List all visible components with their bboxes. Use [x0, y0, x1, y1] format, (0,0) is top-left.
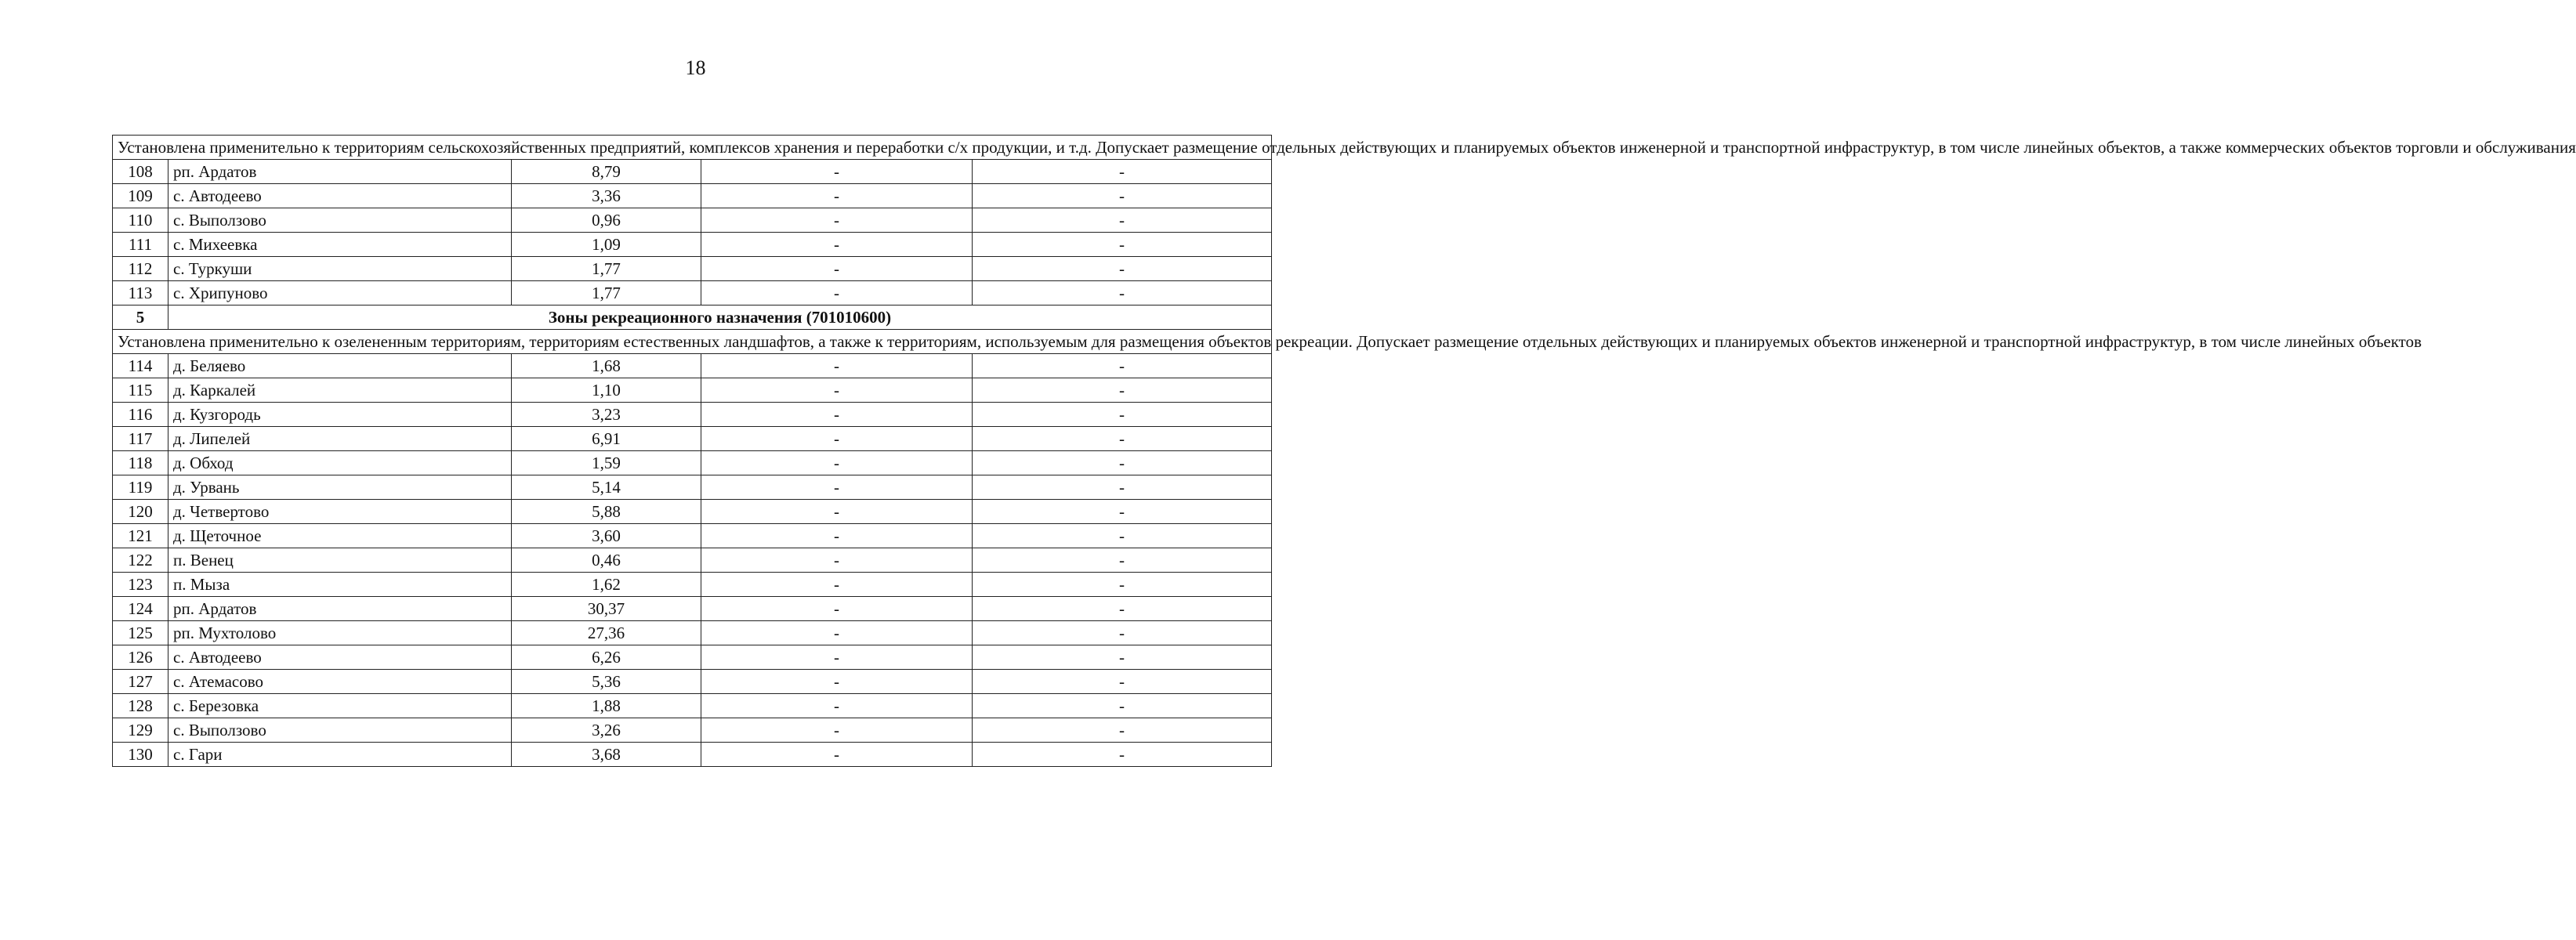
area-value: 1,77 [512, 257, 701, 281]
description-row [113, 136, 1272, 160]
column-4-value: - [701, 160, 973, 184]
row-number: 123 [113, 573, 168, 597]
row-number: 125 [113, 621, 168, 645]
row-number: 110 [113, 208, 168, 233]
column-4-value: - [701, 403, 973, 427]
table-row [113, 597, 1272, 621]
area-value: 6,26 [512, 645, 701, 670]
column-4-value: - [701, 621, 973, 645]
column-5-value: - [973, 743, 1272, 767]
column-5-value: - [973, 475, 1272, 500]
column-5-value: - [973, 597, 1272, 621]
area-value: 1,68 [512, 354, 701, 378]
settlement-name: д. Щеточное [168, 524, 512, 548]
column-4-value: - [701, 233, 973, 257]
area-value: 1,62 [512, 573, 701, 597]
table-row [113, 281, 1272, 306]
column-5-value: - [973, 548, 1272, 573]
settlement-name: с. Гари [168, 743, 512, 767]
row-number: 122 [113, 548, 168, 573]
column-4-value: - [701, 281, 973, 306]
area-value: 0,46 [512, 548, 701, 573]
settlement-name: с. Михеевка [168, 233, 512, 257]
column-4-value: - [701, 597, 973, 621]
table-row [113, 354, 1272, 378]
settlement-name: д. Беляево [168, 354, 512, 378]
column-4-value: - [701, 645, 973, 670]
table-row [113, 427, 1272, 451]
column-4-value: - [701, 743, 973, 767]
area-value: 8,79 [512, 160, 701, 184]
column-4-value: - [701, 548, 973, 573]
table-row [113, 378, 1272, 403]
settlement-name: п. Венец [168, 548, 512, 573]
column-4-value: - [701, 184, 973, 208]
column-5-value: - [973, 451, 1272, 475]
table-row [113, 233, 1272, 257]
table-row [113, 500, 1272, 524]
area-value: 0,96 [512, 208, 701, 233]
table-row [113, 548, 1272, 573]
column-5-value: - [973, 621, 1272, 645]
row-number: 114 [113, 354, 168, 378]
settlement-name: с. Выползово [168, 718, 512, 743]
area-value: 3,23 [512, 403, 701, 427]
row-number: 124 [113, 597, 168, 621]
row-number: 126 [113, 645, 168, 670]
column-4-value: - [701, 354, 973, 378]
row-number: 129 [113, 718, 168, 743]
column-5-value: - [973, 670, 1272, 694]
column-5-value: - [973, 208, 1272, 233]
table-row [113, 475, 1272, 500]
table-row [113, 573, 1272, 597]
area-value: 1,77 [512, 281, 701, 306]
column-4-value: - [701, 378, 973, 403]
column-5-value: - [973, 573, 1272, 597]
area-value: 6,91 [512, 427, 701, 451]
settlement-name: рп. Мухтолово [168, 621, 512, 645]
description-row [113, 330, 1272, 354]
table-row [113, 694, 1272, 718]
column-4-value: - [701, 718, 973, 743]
column-5-value: - [973, 184, 1272, 208]
column-4-value: - [701, 427, 973, 451]
settlement-name: с. Туркуши [168, 257, 512, 281]
column-5-value: - [973, 160, 1272, 184]
zone-description: Установлена применительно к территориям сельскохозяйственных предприятий, комплексов хранения и переработки с/х продукции, и т.д. Допускает размещение отдельных действующих и планируемых объектов инженерной и транспортной инфраструктур, в том числе линейных объектов, а также коммерческих объектов торговли и обслуживания [113, 136, 1272, 160]
row-number: 116 [113, 403, 168, 427]
table-row [113, 743, 1272, 767]
row-number: 115 [113, 378, 168, 403]
settlement-name: рп. Ардатов [168, 597, 512, 621]
settlement-name: с. Хрипуново [168, 281, 512, 306]
table-row [113, 257, 1272, 281]
row-number: 108 [113, 160, 168, 184]
column-4-value: - [701, 257, 973, 281]
table-row [113, 670, 1272, 694]
area-value: 27,36 [512, 621, 701, 645]
row-number: 120 [113, 500, 168, 524]
settlement-name: д. Липелей [168, 427, 512, 451]
settlement-name: с. Березовка [168, 694, 512, 718]
section-number: 5 [113, 306, 168, 330]
column-4-value: - [701, 694, 973, 718]
table-row [113, 718, 1272, 743]
area-value: 5,88 [512, 500, 701, 524]
area-value: 1,88 [512, 694, 701, 718]
table-row [113, 621, 1272, 645]
table-body [113, 136, 2576, 767]
area-value: 1,09 [512, 233, 701, 257]
column-5-value: - [973, 500, 1272, 524]
page-number: 18 [685, 56, 706, 79]
column-5-value: - [973, 378, 1272, 403]
settlement-name: д. Кузгородь [168, 403, 512, 427]
settlement-name: д. Каркалей [168, 378, 512, 403]
column-5-value: - [973, 645, 1272, 670]
column-5-value: - [973, 718, 1272, 743]
area-value: 3,60 [512, 524, 701, 548]
table-row [113, 524, 1272, 548]
settlement-name: д. Обход [168, 451, 512, 475]
column-5-value: - [973, 427, 1272, 451]
column-4-value: - [701, 573, 973, 597]
settlement-name: п. Мыза [168, 573, 512, 597]
column-5-value: - [973, 403, 1272, 427]
column-5-value: - [973, 694, 1272, 718]
table-row [113, 208, 1272, 233]
row-number: 128 [113, 694, 168, 718]
area-value: 3,36 [512, 184, 701, 208]
column-4-value: - [701, 500, 973, 524]
row-number: 109 [113, 184, 168, 208]
area-value: 3,26 [512, 718, 701, 743]
area-value: 5,36 [512, 670, 701, 694]
settlement-name: с. Выползово [168, 208, 512, 233]
column-5-value: - [973, 233, 1272, 257]
table-row [113, 645, 1272, 670]
settlement-name: д. Четвертово [168, 500, 512, 524]
row-number: 118 [113, 451, 168, 475]
row-number: 113 [113, 281, 168, 306]
area-value: 30,37 [512, 597, 701, 621]
section-header-row [113, 306, 1272, 330]
column-5-value: - [973, 281, 1272, 306]
column-4-value: - [701, 475, 973, 500]
table-row [113, 184, 1272, 208]
row-number: 117 [113, 427, 168, 451]
column-4-value: - [701, 208, 973, 233]
settlement-name: с. Автодеево [168, 645, 512, 670]
area-value: 5,14 [512, 475, 701, 500]
settlement-name: с. Автодеево [168, 184, 512, 208]
row-number: 112 [113, 257, 168, 281]
column-4-value: - [701, 524, 973, 548]
row-number: 119 [113, 475, 168, 500]
settlement-name: рп. Ардатов [168, 160, 512, 184]
table-row [113, 160, 1272, 184]
settlement-name: д. Урвань [168, 475, 512, 500]
column-5-value: - [973, 354, 1272, 378]
section-title: Зоны рекреационного назначения (701010600) [168, 306, 1272, 330]
column-5-value: - [973, 257, 1272, 281]
table-row [113, 451, 1272, 475]
column-4-value: - [701, 451, 973, 475]
column-4-value: - [701, 670, 973, 694]
zone-description: Установлена применительно к озелененным территориям, территориям естественных ландшафтов, а также к территориям, используемым для размещения объектов рекреации. Допускает размещение отдельных действующих и планируемых объектов инженерной и транспортной инфраструктур, в том числе линейных объектов [113, 330, 1272, 354]
row-number: 127 [113, 670, 168, 694]
area-value: 1,10 [512, 378, 701, 403]
row-number: 130 [113, 743, 168, 767]
table-row [113, 403, 1272, 427]
row-number: 121 [113, 524, 168, 548]
zones-table [112, 135, 2576, 767]
row-number: 111 [113, 233, 168, 257]
area-value: 1,59 [512, 451, 701, 475]
column-5-value: - [973, 524, 1272, 548]
area-value: 3,68 [512, 743, 701, 767]
settlement-name: с. Атемасово [168, 670, 512, 694]
